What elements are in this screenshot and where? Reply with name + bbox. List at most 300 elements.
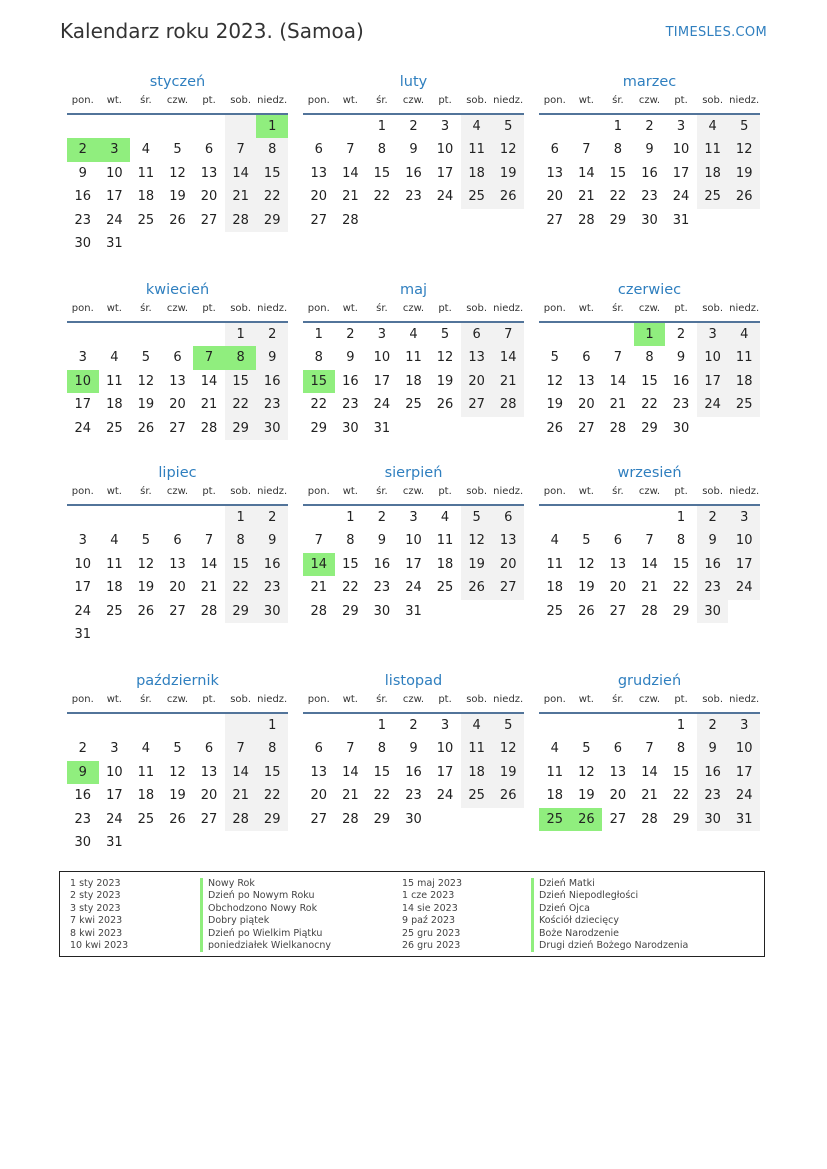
day-cell: 21 bbox=[578, 189, 595, 205]
weekday-label: pt. bbox=[674, 694, 688, 705]
day-cell: 25 bbox=[461, 185, 493, 208]
page-title: Kalendarz roku 2023. (Samoa) bbox=[60, 19, 364, 43]
legend-names-col-2 bbox=[531, 878, 688, 952]
weekday-label: sob. bbox=[702, 486, 724, 497]
day-cell: 28 bbox=[641, 811, 658, 827]
day-cell: 27 bbox=[461, 393, 493, 416]
day-cell: 3 bbox=[728, 506, 760, 529]
day-cell: 11 bbox=[546, 764, 564, 780]
day-cell: 1 bbox=[676, 510, 686, 525]
day-cell: 7 bbox=[314, 533, 323, 549]
day-cell: 17 bbox=[728, 761, 760, 784]
day-cell: 4 bbox=[697, 115, 729, 138]
day-cell: 30 bbox=[373, 603, 391, 619]
weekday-label: niedz. bbox=[257, 95, 288, 106]
day-cell: 28 bbox=[200, 420, 218, 436]
day-cell: 9 bbox=[256, 346, 288, 369]
day-cell: 27 bbox=[609, 603, 627, 619]
weekday-label: śr. bbox=[376, 303, 388, 314]
day-cell: 23 bbox=[373, 580, 391, 596]
day-cell: 21 bbox=[310, 580, 328, 596]
day-cell: 5 bbox=[492, 714, 524, 737]
empty-cell bbox=[303, 506, 335, 529]
weekday-header bbox=[539, 692, 760, 712]
day-cell: 16 bbox=[74, 788, 92, 804]
day-cell: 28 bbox=[225, 209, 257, 232]
day-cell: 24 bbox=[728, 576, 760, 599]
weekday-label: śr. bbox=[140, 95, 152, 106]
day-cell: 4 bbox=[440, 510, 450, 525]
day-cell: 4 bbox=[409, 327, 418, 342]
day-cell: 1 bbox=[377, 718, 387, 733]
legend-date: 10 kwi 2023 bbox=[70, 940, 129, 952]
weekday-label: czw. bbox=[402, 486, 425, 497]
weekday-label: czw. bbox=[166, 95, 189, 106]
weekday-label: pon. bbox=[71, 303, 94, 314]
day-cell: 12 bbox=[492, 737, 524, 760]
day-cell: 3 bbox=[697, 323, 729, 346]
day-cell: 16 bbox=[641, 165, 658, 181]
day-cell: 27 bbox=[169, 603, 186, 619]
month-name: luty bbox=[399, 74, 428, 90]
day-cell: 7 bbox=[582, 142, 591, 158]
day-cell: 18 bbox=[137, 788, 155, 804]
month-block bbox=[539, 670, 760, 831]
day-cell: 27 bbox=[310, 811, 328, 827]
holiday-day-cell: 9 bbox=[67, 761, 99, 784]
day-cell: 1 bbox=[377, 119, 387, 134]
empty-cell bbox=[571, 714, 603, 737]
weekday-label: pon. bbox=[71, 95, 94, 106]
day-cell: 21 bbox=[225, 784, 257, 807]
month-name: sierpień bbox=[384, 465, 443, 481]
day-cell: 16 bbox=[405, 764, 422, 780]
day-cell: 17 bbox=[672, 165, 690, 181]
day-cell: 24 bbox=[405, 580, 422, 596]
weekday-label: pt. bbox=[202, 303, 216, 314]
empty-cell bbox=[162, 506, 194, 529]
day-cell: 5 bbox=[550, 350, 559, 366]
day-cell: 18 bbox=[106, 580, 123, 596]
day-cell: 25 bbox=[405, 397, 422, 413]
day-cell: 30 bbox=[672, 420, 690, 436]
day-cell: 16 bbox=[256, 553, 288, 576]
day-cell: 20 bbox=[310, 788, 328, 804]
month-name: maj bbox=[399, 282, 428, 298]
day-cell: 28 bbox=[492, 393, 524, 416]
month-block bbox=[67, 279, 288, 440]
day-cell: 4 bbox=[550, 741, 559, 757]
month-name: październik bbox=[136, 673, 219, 689]
day-cell: 12 bbox=[169, 764, 186, 780]
empty-cell bbox=[193, 623, 225, 646]
day-cell: 13 bbox=[200, 165, 218, 181]
day-cell: 27 bbox=[609, 811, 627, 827]
legend-date: 25 gru 2023 bbox=[402, 927, 461, 939]
day-cell: 22 bbox=[256, 185, 288, 208]
day-cell: 29 bbox=[672, 811, 690, 827]
weekday-label: śr. bbox=[140, 694, 152, 705]
day-cell: 5 bbox=[173, 741, 182, 757]
weekday-header bbox=[67, 301, 288, 321]
weekday-label: niedz. bbox=[257, 694, 288, 705]
empty-cell bbox=[728, 209, 760, 232]
day-cell: 22 bbox=[672, 788, 690, 804]
day-cell: 13 bbox=[200, 764, 218, 780]
day-cell: 5 bbox=[582, 533, 591, 549]
weekday-label: niedz. bbox=[729, 486, 760, 497]
empty-cell bbox=[398, 417, 430, 440]
day-cell: 24 bbox=[74, 603, 92, 619]
weekday-label: pon. bbox=[307, 694, 330, 705]
weekday-label: wt. bbox=[578, 303, 594, 314]
day-cell: 8 bbox=[256, 737, 288, 760]
day-cell: 31 bbox=[405, 603, 422, 619]
day-cell: 18 bbox=[546, 788, 564, 804]
weekday-header bbox=[539, 301, 760, 321]
holiday-day-cell: 15 bbox=[303, 370, 335, 393]
day-cell: 29 bbox=[225, 417, 257, 440]
day-cell: 29 bbox=[609, 212, 627, 228]
day-cell: 9 bbox=[697, 737, 729, 760]
day-cell: 27 bbox=[310, 212, 328, 228]
day-cell: 3 bbox=[440, 119, 450, 134]
empty-cell bbox=[99, 623, 131, 646]
day-cell: 10 bbox=[728, 737, 760, 760]
weekday-label: pt. bbox=[202, 694, 216, 705]
weekday-label: śr. bbox=[376, 95, 388, 106]
day-cell: 25 bbox=[137, 212, 155, 228]
legend-date: 26 gru 2023 bbox=[402, 940, 461, 952]
day-cell: 16 bbox=[74, 189, 92, 205]
day-cell: 29 bbox=[256, 209, 288, 232]
weekday-label: niedz. bbox=[729, 303, 760, 314]
day-grid bbox=[67, 115, 288, 255]
day-cell: 6 bbox=[173, 533, 182, 549]
day-cell: 26 bbox=[492, 185, 524, 208]
day-cell: 20 bbox=[461, 370, 493, 393]
empty-cell bbox=[130, 714, 162, 737]
month-name: marzec bbox=[622, 74, 677, 90]
day-cell: 30 bbox=[342, 420, 359, 436]
empty-cell bbox=[162, 323, 194, 346]
day-cell: 14 bbox=[609, 373, 627, 389]
day-cell: 28 bbox=[641, 603, 658, 619]
empty-cell bbox=[193, 506, 225, 529]
day-cell: 2 bbox=[676, 327, 686, 342]
empty-cell bbox=[539, 714, 571, 737]
holiday-legend bbox=[59, 871, 765, 957]
empty-cell bbox=[193, 115, 225, 138]
day-cell: 13 bbox=[461, 346, 493, 369]
day-cell: 10 bbox=[436, 142, 454, 158]
day-grid bbox=[303, 115, 524, 232]
brand-link[interactable]: TIMESLES.COM bbox=[665, 25, 767, 40]
weekday-label: wt. bbox=[342, 694, 358, 705]
empty-cell bbox=[162, 623, 194, 646]
empty-cell bbox=[225, 115, 257, 138]
day-cell: 20 bbox=[492, 553, 524, 576]
day-cell: 2 bbox=[78, 741, 87, 757]
weekday-label: wt. bbox=[578, 486, 594, 497]
day-cell: 22 bbox=[672, 580, 690, 596]
day-cell: 16 bbox=[373, 556, 391, 572]
day-grid bbox=[539, 115, 760, 232]
day-cell: 23 bbox=[672, 397, 690, 413]
day-cell: 10 bbox=[697, 346, 729, 369]
day-cell: 4 bbox=[110, 350, 119, 366]
day-grid bbox=[303, 323, 524, 440]
day-cell: 23 bbox=[74, 811, 92, 827]
day-cell: 7 bbox=[225, 138, 257, 161]
day-cell: 22 bbox=[373, 189, 391, 205]
day-cell: 9 bbox=[409, 741, 418, 757]
weekday-label: pt. bbox=[202, 486, 216, 497]
empty-cell bbox=[193, 714, 225, 737]
day-cell: 15 bbox=[225, 553, 257, 576]
weekday-label: czw. bbox=[166, 303, 189, 314]
day-cell: 15 bbox=[609, 165, 627, 181]
empty-cell bbox=[225, 232, 257, 255]
day-cell: 17 bbox=[106, 788, 123, 804]
day-cell: 26 bbox=[436, 397, 454, 413]
day-cell: 6 bbox=[314, 741, 323, 757]
weekday-label: sob. bbox=[702, 303, 724, 314]
day-cell: 21 bbox=[609, 397, 627, 413]
empty-cell bbox=[492, 600, 524, 623]
day-cell: 8 bbox=[225, 529, 257, 552]
day-cell: 12 bbox=[728, 138, 760, 161]
day-cell: 12 bbox=[578, 556, 595, 572]
day-cell: 19 bbox=[137, 580, 155, 596]
weekday-header bbox=[303, 692, 524, 712]
empty-cell bbox=[335, 714, 367, 737]
day-cell: 7 bbox=[346, 741, 355, 757]
day-cell: 9 bbox=[377, 533, 387, 549]
empty-cell bbox=[539, 506, 571, 529]
day-cell: 30 bbox=[405, 811, 422, 827]
weekday-label: wt. bbox=[578, 95, 594, 106]
month-name: listopad bbox=[384, 673, 443, 689]
month-block bbox=[67, 462, 288, 646]
empty-cell bbox=[602, 323, 634, 346]
day-cell: 18 bbox=[436, 556, 454, 572]
day-cell: 10 bbox=[436, 741, 454, 757]
day-cell: 8 bbox=[676, 741, 686, 757]
month-block bbox=[539, 462, 760, 623]
day-cell: 13 bbox=[169, 373, 186, 389]
day-cell: 6 bbox=[204, 741, 214, 757]
day-cell: 26 bbox=[137, 420, 155, 436]
day-cell: 14 bbox=[578, 165, 595, 181]
weekday-label: śr. bbox=[612, 694, 624, 705]
day-cell: 27 bbox=[546, 212, 564, 228]
day-cell: 19 bbox=[578, 788, 595, 804]
day-cell: 3 bbox=[377, 327, 387, 342]
month-block bbox=[303, 279, 524, 440]
empty-cell bbox=[162, 714, 194, 737]
empty-cell bbox=[162, 232, 194, 255]
empty-cell bbox=[398, 209, 430, 232]
empty-cell bbox=[571, 115, 603, 138]
day-cell: 18 bbox=[697, 162, 729, 185]
weekday-label: śr. bbox=[376, 486, 388, 497]
day-cell: 23 bbox=[405, 189, 422, 205]
day-cell: 7 bbox=[225, 737, 257, 760]
day-cell: 17 bbox=[436, 764, 454, 780]
empty-cell bbox=[634, 714, 666, 737]
empty-cell bbox=[130, 831, 162, 854]
weekday-header bbox=[539, 93, 760, 113]
day-cell: 30 bbox=[256, 600, 288, 623]
day-cell: 3 bbox=[78, 350, 87, 366]
day-cell: 30 bbox=[74, 235, 92, 251]
weekday-label: czw. bbox=[166, 694, 189, 705]
day-cell: 29 bbox=[256, 808, 288, 831]
weekday-label: wt. bbox=[342, 95, 358, 106]
day-cell: 26 bbox=[728, 185, 760, 208]
legend-holiday-name: Dzień po Nowym Roku bbox=[200, 890, 331, 902]
weekday-label: niedz. bbox=[257, 486, 288, 497]
day-cell: 11 bbox=[137, 764, 155, 780]
weekday-label: niedz. bbox=[493, 694, 524, 705]
day-cell: 9 bbox=[78, 165, 87, 181]
day-cell: 16 bbox=[697, 553, 729, 576]
day-cell: 9 bbox=[256, 529, 288, 552]
day-cell: 13 bbox=[546, 165, 564, 181]
day-cell: 21 bbox=[200, 580, 218, 596]
empty-cell bbox=[256, 831, 288, 854]
day-cell: 3 bbox=[78, 533, 87, 549]
empty-cell bbox=[539, 323, 571, 346]
day-cell: 17 bbox=[405, 556, 422, 572]
day-cell: 23 bbox=[74, 212, 92, 228]
day-cell: 28 bbox=[578, 212, 595, 228]
day-cell: 13 bbox=[310, 764, 328, 780]
day-cell: 10 bbox=[405, 533, 422, 549]
weekday-label: pt. bbox=[674, 486, 688, 497]
day-cell: 28 bbox=[200, 603, 218, 619]
day-cell: 19 bbox=[169, 189, 186, 205]
day-cell: 3 bbox=[409, 510, 418, 525]
day-cell: 14 bbox=[342, 165, 359, 181]
weekday-label: pt. bbox=[438, 303, 452, 314]
day-cell: 25 bbox=[546, 603, 564, 619]
day-cell: 24 bbox=[436, 788, 454, 804]
day-cell: 17 bbox=[106, 189, 123, 205]
day-cell: 4 bbox=[728, 323, 760, 346]
day-cell: 11 bbox=[546, 556, 564, 572]
day-grid bbox=[539, 506, 760, 623]
day-cell: 11 bbox=[697, 138, 729, 161]
day-cell: 24 bbox=[106, 212, 123, 228]
weekday-label: sob. bbox=[466, 303, 488, 314]
legend-date: 7 kwi 2023 bbox=[70, 915, 123, 927]
weekday-label: pt. bbox=[674, 303, 688, 314]
day-cell: 1 bbox=[676, 718, 686, 733]
day-cell: 28 bbox=[342, 212, 359, 228]
day-cell: 13 bbox=[609, 764, 627, 780]
empty-cell bbox=[99, 115, 131, 138]
holiday-day-cell: 2 bbox=[67, 138, 99, 161]
day-cell: 2 bbox=[346, 327, 355, 342]
day-cell: 8 bbox=[346, 533, 355, 549]
day-cell: 5 bbox=[582, 741, 591, 757]
day-grid bbox=[67, 714, 288, 854]
day-cell: 20 bbox=[609, 788, 627, 804]
day-cell: 2 bbox=[377, 510, 387, 525]
day-cell: 18 bbox=[461, 162, 493, 185]
empty-cell bbox=[303, 714, 335, 737]
day-cell: 5 bbox=[492, 115, 524, 138]
weekday-header bbox=[303, 93, 524, 113]
weekday-label: sob. bbox=[230, 303, 252, 314]
legend-holiday-name: Drugi dzień Bożego Narodzenia bbox=[531, 940, 688, 952]
day-cell: 14 bbox=[641, 556, 658, 572]
day-cell: 5 bbox=[461, 506, 493, 529]
day-cell: 22 bbox=[310, 397, 328, 413]
weekday-label: wt. bbox=[106, 694, 122, 705]
day-cell: 14 bbox=[200, 556, 218, 572]
legend-holiday-name: Nowy Rok bbox=[200, 878, 331, 890]
weekday-label: sob. bbox=[230, 486, 252, 497]
holiday-day-cell: 10 bbox=[67, 370, 99, 393]
empty-cell bbox=[99, 714, 131, 737]
holiday-day-cell: 14 bbox=[303, 553, 335, 576]
day-cell: 4 bbox=[550, 533, 559, 549]
day-cell: 19 bbox=[728, 162, 760, 185]
day-cell: 12 bbox=[169, 165, 186, 181]
legend-date: 9 paź 2023 bbox=[402, 915, 456, 927]
day-cell: 17 bbox=[373, 373, 391, 389]
day-cell: 2 bbox=[256, 506, 288, 529]
day-cell: 15 bbox=[672, 764, 690, 780]
empty-cell bbox=[461, 600, 493, 623]
day-cell: 28 bbox=[342, 811, 359, 827]
day-cell: 21 bbox=[641, 788, 658, 804]
day-cell: 21 bbox=[200, 397, 218, 413]
day-cell: 11 bbox=[461, 737, 493, 760]
empty-cell bbox=[539, 115, 571, 138]
empty-cell bbox=[728, 600, 760, 623]
day-cell: 3 bbox=[110, 741, 119, 757]
day-cell: 18 bbox=[461, 761, 493, 784]
empty-cell bbox=[99, 323, 131, 346]
weekday-header bbox=[539, 484, 760, 504]
day-cell: 13 bbox=[492, 529, 524, 552]
day-cell: 21 bbox=[342, 189, 359, 205]
day-cell: 4 bbox=[141, 142, 151, 158]
day-cell: 17 bbox=[74, 397, 92, 413]
day-cell: 21 bbox=[342, 788, 359, 804]
legend-date: 15 maj 2023 bbox=[402, 878, 463, 889]
empty-cell bbox=[193, 232, 225, 255]
day-cell: 8 bbox=[377, 741, 387, 757]
weekday-label: sob. bbox=[466, 694, 488, 705]
day-cell: 26 bbox=[169, 811, 186, 827]
day-cell: 9 bbox=[676, 350, 686, 366]
day-cell: 27 bbox=[169, 420, 186, 436]
empty-cell bbox=[697, 417, 729, 440]
day-cell: 11 bbox=[461, 138, 493, 161]
weekday-label: pt. bbox=[438, 95, 452, 106]
legend-names-col-1 bbox=[200, 878, 331, 952]
month-name: czerwiec bbox=[617, 282, 682, 298]
day-cell: 24 bbox=[436, 189, 454, 205]
day-cell: 12 bbox=[436, 350, 454, 366]
day-cell: 5 bbox=[141, 533, 151, 549]
day-cell: 12 bbox=[461, 529, 493, 552]
